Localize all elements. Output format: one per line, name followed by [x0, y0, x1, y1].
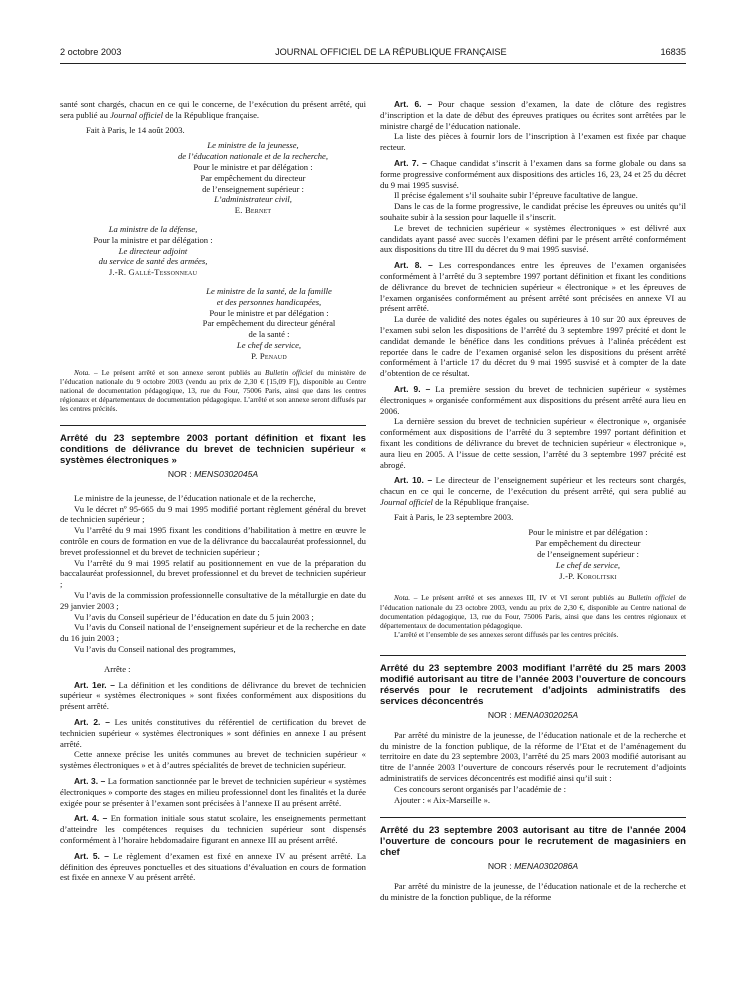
done-at-paris: Fait à Paris, le 23 septembre 2003. — [394, 511, 514, 522]
sig-line: de l’enseignement supérieur : — [202, 183, 304, 194]
header-date: 2 octobre 2003 — [60, 47, 122, 57]
header-rule — [60, 63, 686, 64]
signature-block-education — [140, 140, 366, 216]
nor-reference: NOR : MENA0302086A — [487, 861, 579, 872]
section-separator — [380, 655, 686, 656]
nota-text: L’arrêté et l’ensemble de ses annexes seront diffusés par les centres précités. — [394, 629, 619, 639]
nor-reference: NOR : MENS0302045A — [167, 469, 259, 479]
visa-item: Vu l’avis du Conseil national de l’enseignement supérieur et de la recherche en date du 16 juin 2003 ; — [60, 622, 366, 644]
page-header — [60, 47, 686, 61]
decree-body: Par arrêté du ministre de la jeunesse, de l’éducation nationale et de la recherche et du ministre de la fonction publique, de la réforme — [380, 881, 686, 902]
done-at-paris: Fait à Paris, le 14 août 2003. — [86, 124, 185, 135]
header-journal-title: JOURNAL OFFICIEL DE LA RÉPUBLIQUE FRANÇAISE — [275, 47, 507, 57]
arrete-heading: Arrête : — [104, 663, 131, 674]
decree-title: Arrêté du 23 septembre 2003 autorisant au titre de l’année 2004 l’ouverture de concours pour le recrutement de magasiniers en chef — [380, 825, 686, 859]
intro-paragraph: santé sont chargés, chacun en ce qui le concerne, de l’exécution du présent arrêté, qui sera publié au Journal officiel de la République française. — [60, 99, 366, 120]
sig-line: Pour le ministre et par délégation : — [193, 161, 313, 172]
article: Art. 8. – Les correspondances entre les épreuves de l’examen organisées conformément à l’arrêté du 3 septembre 1997 portant définition et fixant les conditions de délivrance du brevet de technicien supérieur « électronique » et les épreuves de l’examen organisées conformément au présent arrêté sont précisées en annexe VI au présent arrêté. — [380, 260, 686, 314]
sig-line: Par empêchement du directeur — [200, 172, 306, 183]
sig-line: Pour la ministre et par délégation : — [93, 234, 213, 245]
nota-text: Nota. – Le présent arrêté et son annexe seront publiés au Bulletin officiel du ministère de l’éducation nationale du 9 octobre 2003 (vendu au prix de 2,30 € [15,09 F]), disponible au Centre national de documentation pédagogique, 13, rue du Four, 75006 Paris, ainsi que dans les centres régionaux et départementaux de documentation pédagogique. L’arrêté et son annexe seront diffusés par les centres précités. — [60, 367, 366, 413]
article: Art. 10. – Le directeur de l’enseignement supérieur et les recteurs sont chargés, chacun en ce qui le concerne, de l’exécution du présent arrêté, qui sera publié au Journal officiel de la République française. — [380, 475, 686, 507]
visa-item: Vu l’avis de la commission professionnelle consultative de la métallurgie en date du 29 janvier 2003 ; — [60, 589, 366, 611]
left-column — [60, 99, 366, 883]
sig-line: Pour le ministre et par délégation : — [209, 307, 329, 318]
right-column — [380, 99, 686, 903]
sig-line: Le directeur adjoint — [118, 245, 188, 256]
signature-block-sante — [172, 286, 366, 362]
nota-text: Nota. – Le présent arrêté et ses annexes III, IV et VI seront publiés au Bulletin officiel de l’éducation nationale du 23 octobre 2003, vendu au prix de 2,30 €, disponible au Centre national de documentation pédagogique, 13, rue du Four, 75006 Paris, ainsi que dans les centres régionaux et départementaux de documentation pédagogique. — [380, 593, 686, 630]
section-separator — [380, 817, 686, 818]
article: Art. 7. – Chaque candidat s’inscrit à l’examen dans sa forme globale ou dans sa forme progressive conformément aux dispositions des articles 16, 23, 24 et 25 du décret du 9 mai 1995 susvisé. — [380, 157, 686, 190]
article-paragraph: La dernière session du brevet de technicien supérieur « électronique », organisée conformément aux dispositions de l’arrêté du 3 septembre 1997 portant définition et fixant les conditions de délivrance du brevet de technicien supérieur « électronique », aura lieu en 2005. A l’issue de cette session, l’arrêté du 3 septembre 1997 précité est abrogé. — [380, 416, 686, 470]
signatory-name: J.-R. Gallé-Tessonneau — [108, 267, 198, 278]
section-separator — [60, 425, 366, 426]
article-paragraph: Il précise également s’il souhaite subir l’épreuve facultative de langue. — [394, 190, 638, 201]
sig-line: Pour le ministre et par délégation : — [528, 527, 648, 538]
article-paragraph: Cette annexe précise les unités communes au brevet de technicien supérieur « systèmes électroniques » et à d’autres spécialités de brevet de technicien supérieur. — [60, 749, 366, 771]
header-page-number: 16835 — [660, 47, 686, 57]
signatory-name: J.-P. Korolitski — [559, 570, 617, 581]
sig-line: de la santé : — [248, 329, 290, 340]
sig-line: Le chef de service, — [555, 559, 621, 570]
sig-line: Le ministre de la santé, de la famille — [206, 285, 332, 296]
signatory-name: P. Penaud — [251, 350, 287, 361]
article: Art. 3. – La formation sanctionnée par le brevet de technicien supérieur « systèmes électroniques » comporte des stages en milieu professionnel dont les finalités et la durée exigée pour se présenter à l’examen sont précisées à l’annexe II au présent arrêté. — [60, 775, 366, 808]
decree-body: Par arrêté du ministre de la jeunesse, de l’éducation nationale et de la recherche et du ministre de la fonction publique, de la réforme de l’Etat et de l’aménagement du territoire en date du 23 septembre 2003, l’arrêté du 25 mars 2003 modifié autorisant au titre de l’année 2003 l’ouverture de concours réservés pour le recrutement d’adjoints administratifs de services déconcentrés est modifié ainsi qu’il suit : — [380, 729, 686, 783]
sig-line: L’administrateur civil, — [214, 194, 292, 205]
visa-item: Vu l’arrêté du 9 mai 1995 fixant les conditions d’habilitation à mettre en œuvre le contrôle en cours de formation en vue de la délivrance du baccalauréat professionnel, du brevet professionnel et du brevet de technicien supérieur ; — [60, 525, 366, 557]
article-paragraph: La durée de validité des notes égales ou supérieures à 10 sur 20 aux épreuves de l’examen subi selon les dispositions de l’arrêté du 3 septembre 1997 précité et dont le candidat demande le bénéfice dans les conditions prévues à l’alinéa précédent est reportée dans le cadre de l’examen organisé selon les dispositions du présent arrêté conformément à l’article 17 du décret du 9 mai 1995 susvisé et à compter de la date d’obtention de ce résultat. — [380, 314, 686, 379]
signatory-name: E. Bernet — [234, 205, 272, 216]
decree-body: Ajouter : « Aix-Marseille ». — [394, 794, 491, 805]
decree-body: Ces concours seront organisés par l’académie de : — [394, 783, 567, 794]
sig-line: Par empêchement du directeur — [535, 538, 641, 549]
sig-line: de l’enseignement supérieur : — [537, 549, 639, 560]
decree-title: Arrêté du 23 septembre 2003 modifiant l’arrêté du 25 mars 2003 modifié autorisant au titre de l’année 2003 l’ouverture de concours réservés pour le recrutement d’adjoints administratifs des services déconcentrés — [380, 662, 686, 707]
nota-note-right — [380, 593, 686, 638]
sig-line: Le chef de service, — [236, 339, 302, 350]
sig-line: La ministre de la défense, — [108, 223, 198, 234]
article: Art. 6. – Pour chaque session d’examen, la date de clôture des registres d’inscription et la date de début des épreuves pratiques ou écrites sont arrêtées par le ministre chargé de l’éducation nationale. — [380, 99, 686, 131]
signature-block-right — [490, 527, 686, 581]
article: Art. 1er. – La définition et les conditions de délivrance du brevet de technicien supérieur « systèmes électroniques » sont fixées conformément aux dispositions du présent arrêté. — [60, 679, 366, 712]
sig-line: Par empêchement du directeur général — [202, 318, 336, 329]
nota-note — [60, 368, 366, 413]
visa-item: Vu le décret nº 95-665 du 9 mai 1995 modifié portant règlement général du brevet de technicien supérieur ; — [60, 503, 366, 525]
article-paragraph: Dans le cas de la forme progressive, le candidat précise les épreuves ou unités qu’il souhaite subir à la session pour laquelle il s’inscrit. — [380, 201, 686, 222]
sig-line: du service de santé des armées, — [98, 256, 208, 267]
visa-item: Vu l’avis du Conseil national des programmes, — [74, 643, 236, 654]
article: Art. 2. – Les unités constitutives du référentiel de certification du brevet de technicien supérieur « systèmes électroniques » sont définies en annexe I au présent arrêté. — [60, 716, 366, 749]
visa-item: Vu l’arrêté du 9 mai 1995 relatif au positionnement en vue de la préparation du baccalauréat professionnel, du brevet professionnel et du brevet de technicien supérieur ; — [60, 557, 366, 590]
sig-line: Le ministre de la jeunesse, — [207, 140, 299, 151]
article: Art. 5. – Le règlement d’examen est fixé en annexe IV au présent arrêté. La définition des épreuves ponctuelles et des situations d’évaluation en cours de formation est fixée en annexe V au présent arrêté. — [60, 850, 366, 883]
signature-block-defense — [60, 224, 246, 278]
article-paragraph: La liste des pièces à fournir lors de l’inscription à l’examen est fixée par chaque recteur. — [380, 131, 686, 153]
article: Art. 9. – La première session du brevet de technicien supérieur « systèmes électroniques » organisée conformément aux dispositions du présent arrêté aura lieu en 2006. — [380, 383, 686, 416]
visa-item: Le ministre de la jeunesse, de l’éducation nationale et de la recherche, — [74, 492, 316, 503]
nor-reference: NOR : MENA0302025A — [487, 709, 579, 720]
sig-line: et des personnes handicapées, — [216, 296, 322, 307]
visa-item: Vu l’avis du Conseil supérieur de l’éducation en date du 5 juin 2003 ; — [74, 611, 314, 622]
article-paragraph: Le brevet de technicien supérieur « systèmes électroniques » est délivré aux candidats ayant passé avec succès l’examen défini par le présent arrêté conformément aux dispositions du titre III du décret du 9 mai 1995 susvisé. — [380, 222, 686, 255]
decree-title: Arrêté du 23 septembre 2003 portant définition et fixant les conditions de délivrance du brevet de technicien supérieur « systèmes électroniques » — [60, 433, 366, 466]
sig-line: de l’éducation nationale et de la recherche, — [177, 151, 328, 162]
article: Art. 4. – En formation initiale sous statut scolaire, les enseignements permettant d’atteindre les compétences requises du technicien supérieur sont dispensés conformément à l’horaire hebdomadaire figurant en annexe III au présent arrêté. — [60, 813, 366, 845]
